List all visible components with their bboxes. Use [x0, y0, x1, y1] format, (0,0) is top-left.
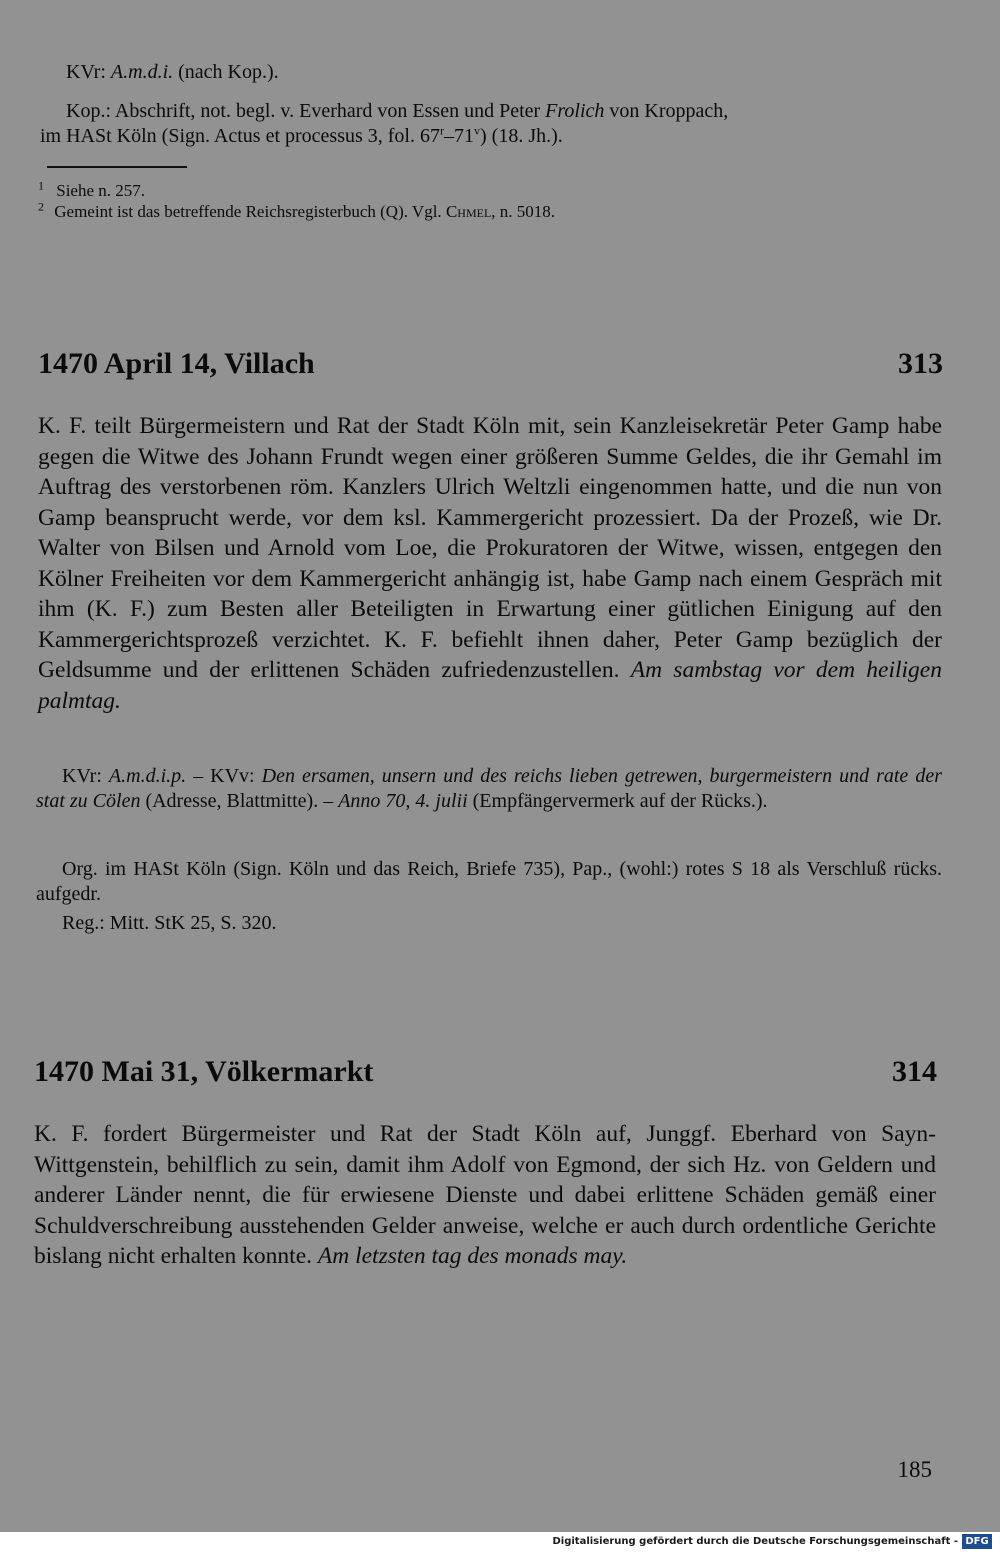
- footnote-2: [38, 201, 938, 222]
- entry-313-dating: Am sambstag vor dem heiligen palmtag.: [38, 657, 942, 714]
- footnotes: [38, 180, 938, 222]
- footer-credit: Digitalisierung gefördert durch die Deutsche Forschungsgemeinschaft -: [552, 1536, 958, 1547]
- entry-313-number: 313: [898, 347, 943, 380]
- entry-313-kvr: [36, 764, 942, 814]
- entry-314-dating: Am letzsten tag des monads may.: [317, 1243, 628, 1269]
- footnote-1: [38, 180, 938, 201]
- entry-313-body: [38, 411, 942, 716]
- footnote-text: [54, 202, 555, 221]
- entry-313-heading: 1470 April 14, Villach: [38, 347, 315, 380]
- entry-313-reg: Reg.: Mitt. StK 25, S. 320.: [62, 912, 277, 934]
- footnote-marker: 1: [38, 178, 44, 193]
- kvr-italic-1: A.m.d.i.p.: [108, 765, 187, 787]
- kvr-italic: A.m.d.i.: [110, 61, 174, 83]
- entry-314-body: [34, 1119, 936, 1272]
- kop-line1-post: von Kroppach,: [604, 100, 729, 122]
- footnote-text-post: , n. 5018.: [491, 202, 556, 221]
- kvr-end: (Empfängervermerk auf der Rücks.).: [467, 790, 768, 812]
- entry-313-org: Org. im HASt Köln (Sign. Köln und das Reich, Briefe 735), Pap., (wohl:) rotes S 18 als Verschluß rücks. aufgedr.: [36, 858, 942, 905]
- kvr-italic-3: Anno 70, 4. julii: [338, 790, 468, 812]
- kop-line-2: [40, 124, 945, 149]
- kvr-label: KVr:: [66, 61, 111, 83]
- entry-314-number: 314: [892, 1055, 937, 1088]
- dfg-logo: DFG: [962, 1534, 992, 1549]
- kvr-label: KVr:: [62, 765, 109, 787]
- kop-paragraph: [40, 99, 945, 149]
- entry-314-body-text: K. F. fordert Bürgermeister und Rat der Stadt Köln auf, Junggf. Eberhard von Sayn-Wittgenstein, behilflich zu sein, damit ihm Adolf von Egmond, der sich Hz. von Geldern und anderer Länder nennt, die für erwiesene Dienste und dabei erlittene Schäden gemäß einer Schuldverschreibung ausstehenden Gelder anweise, welche er auch durch ordentliche Gerichte bislang nicht erhalten konnte.: [34, 1121, 936, 1269]
- kop-line2-post: ) (18. Jh.).: [480, 125, 563, 147]
- footnote-rule: [47, 166, 187, 168]
- kvr-mid-2: (Adresse, Blattmitte). –: [140, 790, 339, 812]
- kop-line-1: [40, 99, 945, 124]
- entry-313-body-text: K. F. teilt Bürgermeistern und Rat der Stadt Köln mit, sein Kanzleisekretär Peter Gamp habe gegen die Witwe des Johann Frundt wegen einer größeren Summe Geldes, die ihr Gemahl im Auftrag des verstorbenen röm. Kanzlers Ulrich Weltzli eingenommen hatte, und die nun von Gamp beansprucht werde, vor dem ksl. Kammergericht prozessiert. Da der Prozeß, wie Dr. Walter von Bilsen und Arnold vom Loe, die Prokuratoren der Witwe, wissen, entgegen den Kölner Freiheiten vor dem Kammergericht anhängig ist, habe Gamp nach einem Gespräch mit ihm (K. F.) zum Besten aller Beteiligten in Erwartung einer gütlichen Einigung auf den Kammergerichtsprozeß verzichtet. K. F. befiehlt ihnen daher, Peter Gamp bezüglich der Geldsumme und der erlittenen Schäden zufriedenzustellen.: [38, 413, 942, 683]
- kvr-rest: (nach Kop.).: [173, 61, 279, 83]
- kvr-italic-2: Den ersamen, unsern und des reichs lieben getrewen, burgermeistern und rate der stat zu Cölen: [36, 765, 942, 812]
- kop-line1-pre: Kop.: Abschrift, not. begl. v. Everhard von Essen und Peter: [66, 100, 546, 122]
- kop-line2-pre: im HASt Köln (Sign. Actus et processus 3, fol. 67: [40, 125, 440, 147]
- kop-line1-italic: Frolich: [545, 100, 605, 122]
- entry-314-heading: 1470 Mai 31, Völkermarkt: [34, 1055, 374, 1088]
- kop-line2-mid: –71: [444, 125, 474, 147]
- kop-sup-r: r: [440, 123, 444, 138]
- kvr-mid: – KVv:: [186, 765, 262, 787]
- kvr-line-top: [66, 60, 946, 85]
- footnote-text-pre: Gemeint ist das betreffende Reichsregisterbuch (Q). Vgl.: [54, 202, 446, 221]
- footnote-small-caps: Chmel: [445, 202, 492, 221]
- footnote-text: Siehe n. 257.: [56, 181, 146, 200]
- footer-bar: [0, 1532, 1000, 1552]
- footnote-marker: 2: [38, 199, 44, 214]
- page-number: 185: [897, 1457, 932, 1482]
- kop-sup-v: v: [474, 123, 480, 138]
